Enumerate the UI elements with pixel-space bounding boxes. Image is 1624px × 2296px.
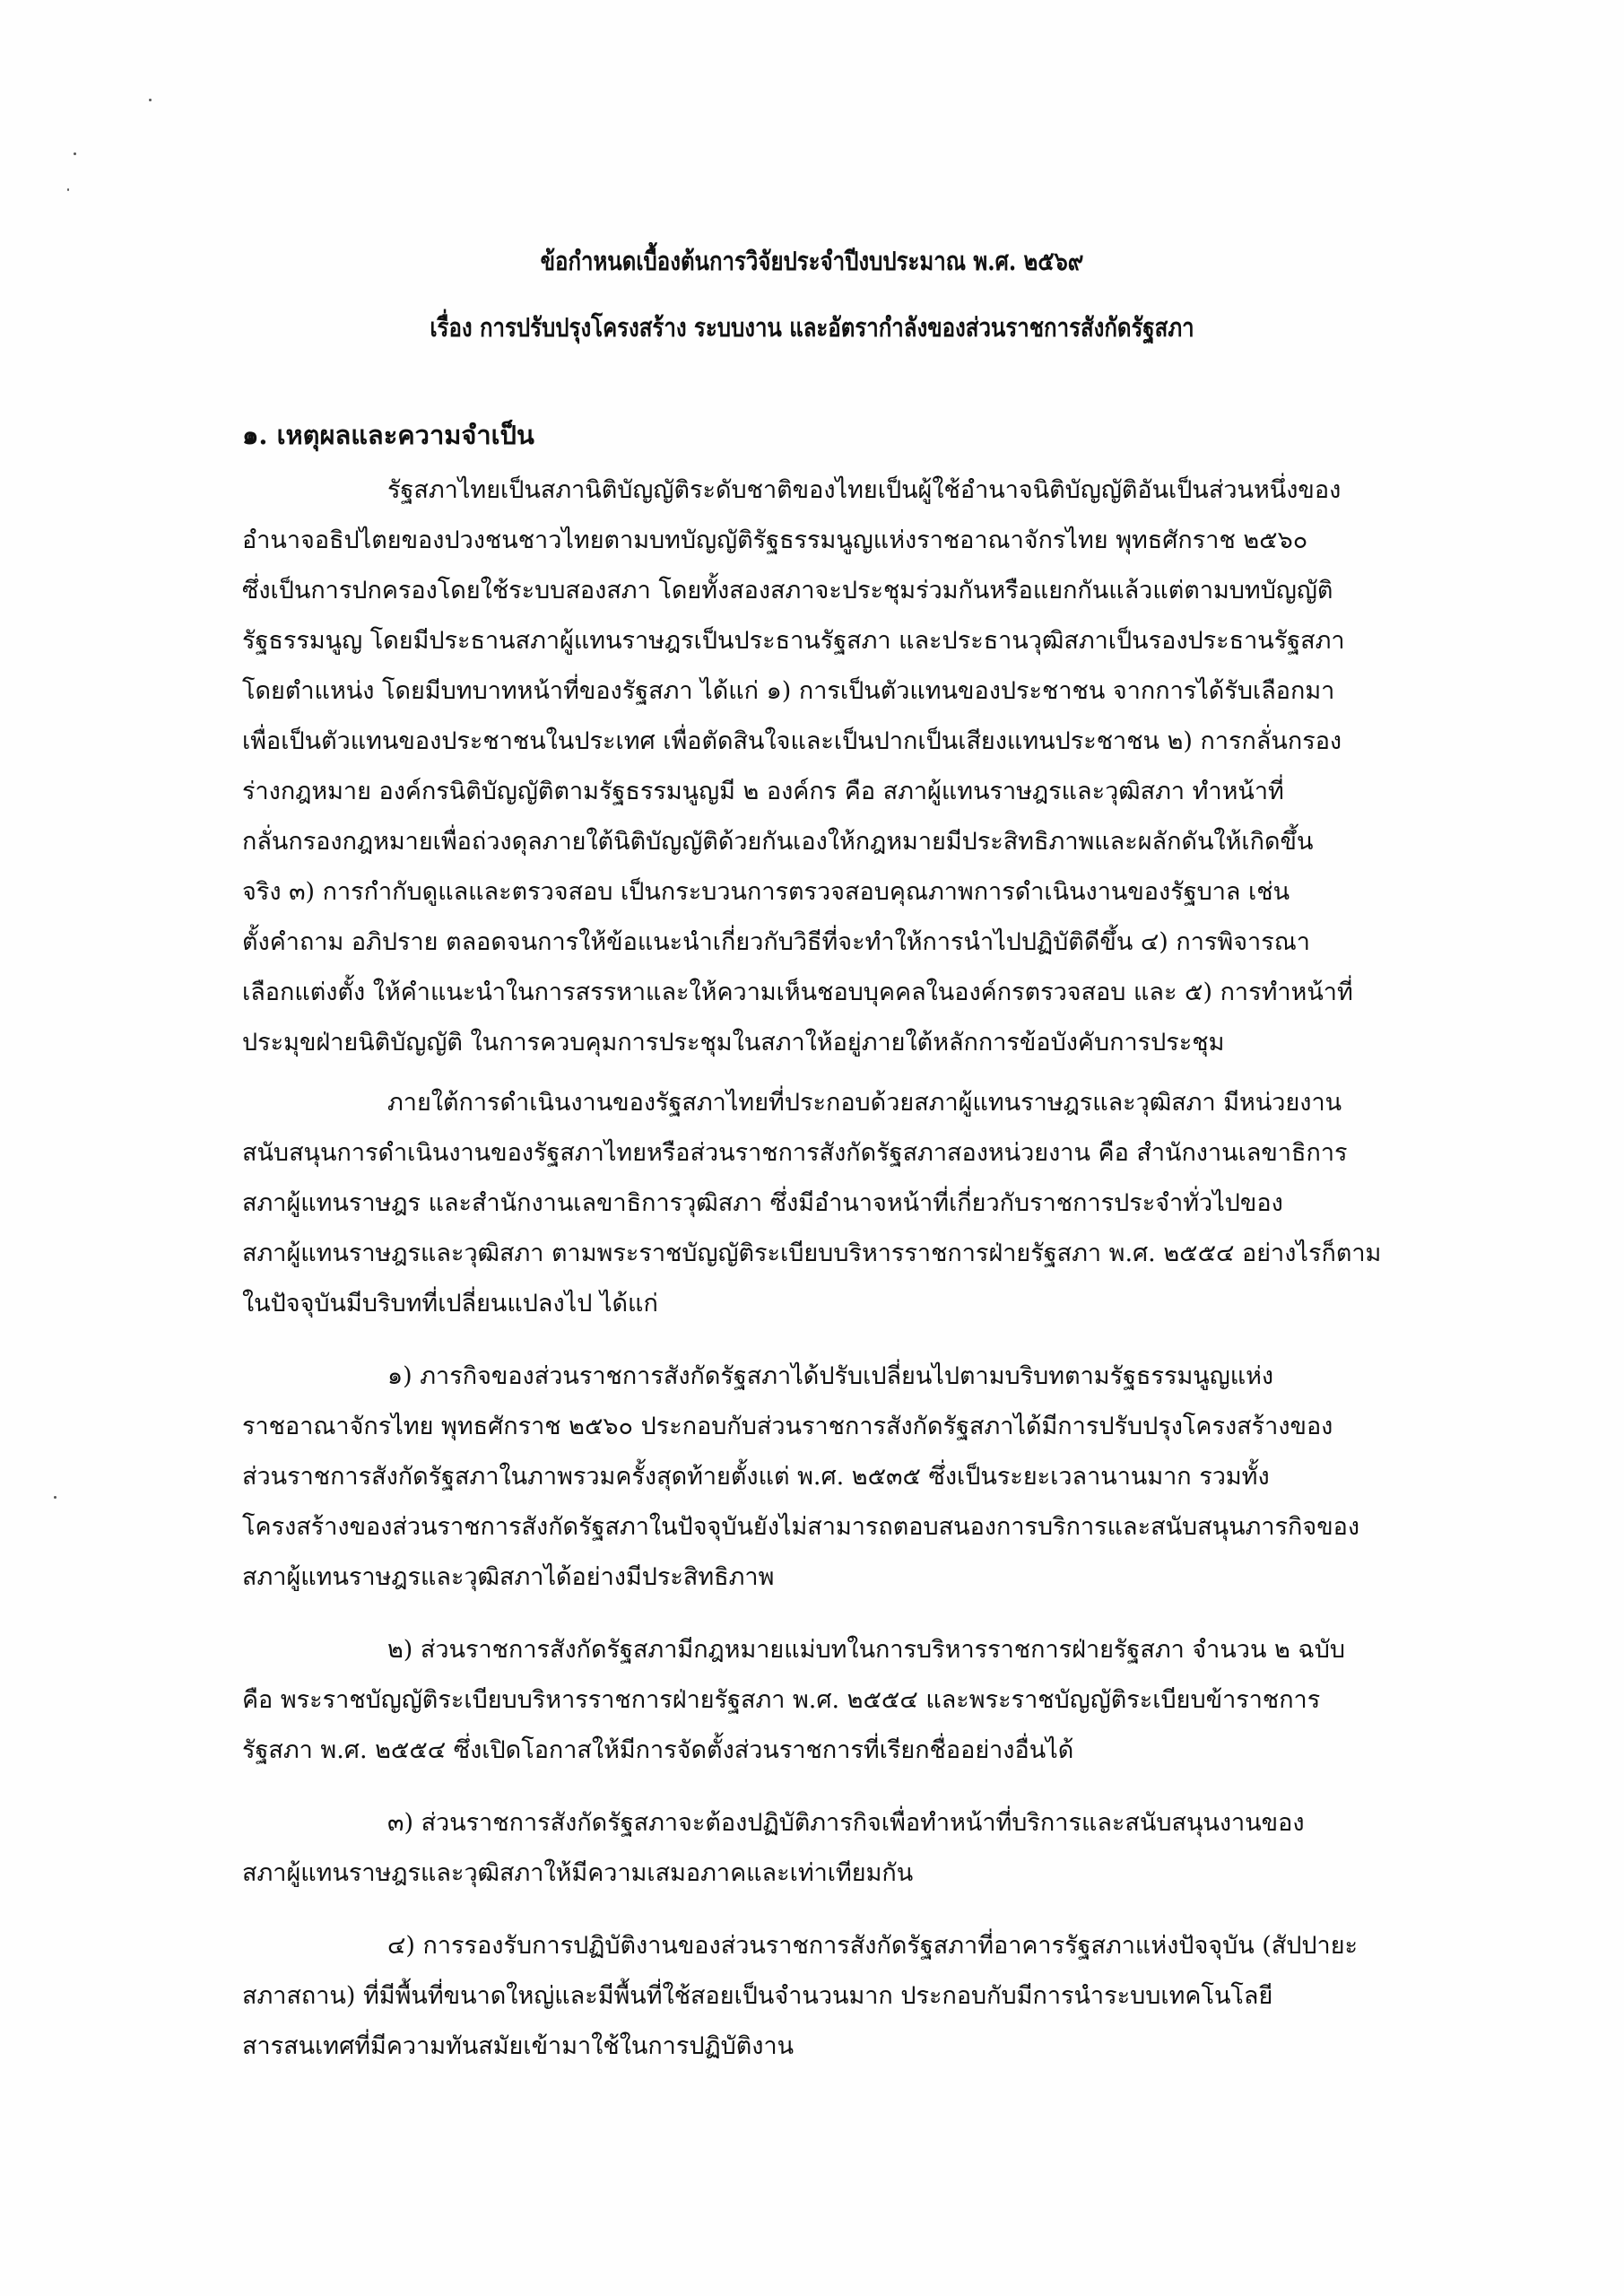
scan-speck xyxy=(74,152,76,155)
paragraph-line: สารสนเทศที่มีความทันสมัยเข้ามาใช้ในการปฏิบัติงาน xyxy=(242,2032,795,2060)
scan-speck xyxy=(67,188,69,191)
scan-speck xyxy=(54,1496,56,1499)
paragraph-line: ส่วนราชการสังกัดรัฐสภาในภาพรวมครั้งสุดท้ายตั้งแต่ พ.ศ. ๒๕๓๕ ซึ่งเป็นระยะเวลานานมาก รวมทั้ง xyxy=(242,1463,1270,1491)
document-subject: เรื่อง การปรับปรุงโครงสร้าง ระบบงาน และอัตรากำลังของส่วนราชการสังกัดรัฐสภา xyxy=(430,312,1194,343)
paragraph-line: กลั่นกรองกฎหมายเพื่อถ่วงดุลภายใต้นิติบัญญัติด้วยกันเองให้กฎหมายมีประสิทธิภาพและผลักดันให้เกิดขึ้น xyxy=(242,828,1314,856)
paragraph-line: ร่างกฎหมาย องค์กรนิติบัญญัติตามรัฐธรรมนูญมี ๒ องค์กร คือ สภาผู้แทนราษฎรและวุฒิสภา ทำหน้าที่ xyxy=(242,778,1284,805)
paragraph-line: ๒) ส่วนราชการสังกัดรัฐสภามีกฎหมายแม่บทในการบริหารราชการฝ่ายรัฐสภา จำนวน ๒ ฉบับ xyxy=(387,1636,1346,1664)
paragraph-line: ในปัจจุบันมีบริบทที่เปลี่ยนแปลงไป ได้แก่ xyxy=(242,1290,658,1318)
document-title: ข้อกำหนดเบื้องต้นการวิจัยประจำปีงบประมาณ พ.ศ. ๒๕๖๙ xyxy=(540,246,1084,276)
paragraph-line: รัฐสภาไทยเป็นสภานิติบัญญัติระดับชาติของไทยเป็นผู้ใช้อำนาจนิติบัญญัติอันเป็นส่วนหนึ่งของ xyxy=(387,476,1342,504)
paragraph-line: ซึ่งเป็นการปกครองโดยใช้ระบบสองสภา โดยทั้งสองสภาจะประชุมร่วมกันหรือแยกกันแล้วแต่ตามบทบัญญัติ xyxy=(242,577,1333,604)
paragraph-line: ตั้งคำถาม อภิปราย ตลอดจนการให้ข้อแนะนำเกี่ยวกับวิธีที่จะทำให้การนำไปปฏิบัติดีขึ้น ๔) การพิจารณา xyxy=(242,928,1310,956)
paragraph-line: รัฐธรรมนูญ โดยมีประธานสภาผู้แทนราษฎรเป็นประธานรัฐสภา และประธานวุฒิสภาเป็นรองประธานรัฐสภา xyxy=(242,627,1345,655)
paragraph-line: ภายใต้การดำเนินงานของรัฐสภาไทยที่ประกอบด้วยสภาผู้แทนราษฎรและวุฒิสภา มีหน่วยงาน xyxy=(387,1089,1342,1117)
paragraph-line: ๔) การรองรับการปฏิบัติงานของส่วนราชการสังกัดรัฐสภาที่อาคารรัฐสภาแห่งปัจจุบัน (สัปปายะ xyxy=(387,1932,1359,1960)
paragraph-line: ประมุขฝ่ายนิติบัญญัติ ในการควบคุมการประชุมในสภาให้อยู่ภายใต้หลักการข้อบังคับการประชุม xyxy=(242,1029,1225,1057)
paragraph-line: ๓) ส่วนราชการสังกัดรัฐสภาจะต้องปฏิบัติภารกิจเพื่อทำหน้าที่บริการและสนับสนุนงานของ xyxy=(387,1809,1305,1837)
paragraph-line: สภาผู้แทนราษฎร และสำนักงานเลขาธิการวุฒิสภา ซึ่งมีอำนาจหน้าที่เกี่ยวกับราชการประจำทั่วไปของ xyxy=(242,1189,1283,1217)
paragraph-line: สภาผู้แทนราษฎรและวุฒิสภาให้มีความเสมอภาคและเท่าเทียมกัน xyxy=(242,1859,914,1887)
paragraph-line: ราชอาณาจักรไทย พุทธศักราช ๒๕๖๐ ประกอบกับส่วนราชการสังกัดรัฐสภาได้มีการปรับปรุงโครงสร้างของ xyxy=(242,1413,1333,1440)
paragraph-line: จริง ๓) การกำกับดูแลและตรวจสอบ เป็นกระบวนการตรวจสอบคุณภาพการดำเนินงานของรัฐบาล เช่น xyxy=(242,878,1290,906)
paragraph-line: อำนาจอธิปไตยของปวงชนชาวไทยตามบทบัญญัติรัฐธรรมนูญแห่งราชอาณาจักรไทย พุทธศักราช ๒๕๖๐ xyxy=(242,526,1308,554)
paragraph-line: ๑) ภารกิจของส่วนราชการสังกัดรัฐสภาได้ปรับเปลี่ยนไปตามบริบทตามรัฐธรรมนูญแห่ง xyxy=(387,1362,1274,1390)
paragraph-line: เพื่อเป็นตัวแทนของประชาชนในประเทศ เพื่อตัดสินใจและเป็นปากเป็นเสียงแทนประชาชน ๒) การกลั่นกรอง xyxy=(242,727,1342,755)
scan-speck xyxy=(149,99,152,101)
paragraph-line: สนับสนุนการดำเนินงานของรัฐสภาไทยหรือส่วนราชการสังกัดรัฐสภาสองหน่วยงาน คือ สำนักงานเลขาธิการ xyxy=(242,1139,1348,1167)
paragraph-line: คือ พระราชบัญญัติระเบียบบริหารราชการฝ่ายรัฐสภา พ.ศ. ๒๕๕๔ และพระราชบัญญัติระเบียบข้าราชการ xyxy=(242,1686,1321,1714)
paragraph-line: สภาผู้แทนราษฎรและวุฒิสภาได้อย่างมีประสิทธิภาพ xyxy=(242,1563,775,1591)
section-heading: ๑. เหตุผลและความจำเป็น xyxy=(242,420,534,450)
paragraph-line: รัฐสภา พ.ศ. ๒๕๕๔ ซึ่งเปิดโอกาสให้มีการจัดตั้งส่วนราชการที่เรียกชื่ออย่างอื่นได้ xyxy=(242,1736,1074,1764)
paragraph-line: โครงสร้างของส่วนราชการสังกัดรัฐสภาในปัจจุบันยังไม่สามารถตอบสนองการบริการและสนับสนุนภารกิจของ xyxy=(242,1513,1360,1541)
paragraph-line: สภาสถาน) ที่มีพื้นที่ขนาดใหญ่และมีพื้นที่ใช้สอยเป็นจำนวนมาก ประกอบกับมีการนำระบบเทคโนโลยี xyxy=(242,1982,1273,2010)
paragraph-line: สภาผู้แทนราษฎรและวุฒิสภา ตามพระราชบัญญัติระเบียบบริหารราชการฝ่ายรัฐสภา พ.ศ. ๒๕๕๔ อย่างไรก็ตาม xyxy=(242,1239,1382,1267)
paragraph-line: เลือกแต่งตั้ง ให้คำแนะนำในการสรรหาและให้ความเห็นชอบบุคคลในองค์กรตรวจสอบ และ ๕) การทำหน้าที่ xyxy=(242,978,1353,1006)
paragraph-line: โดยตำแหน่ง โดยมีบทบาทหน้าที่ของรัฐสภา ได้แก่ ๑) การเป็นตัวแทนของประชาชน จากการได้รับเลือกมา xyxy=(242,677,1335,705)
